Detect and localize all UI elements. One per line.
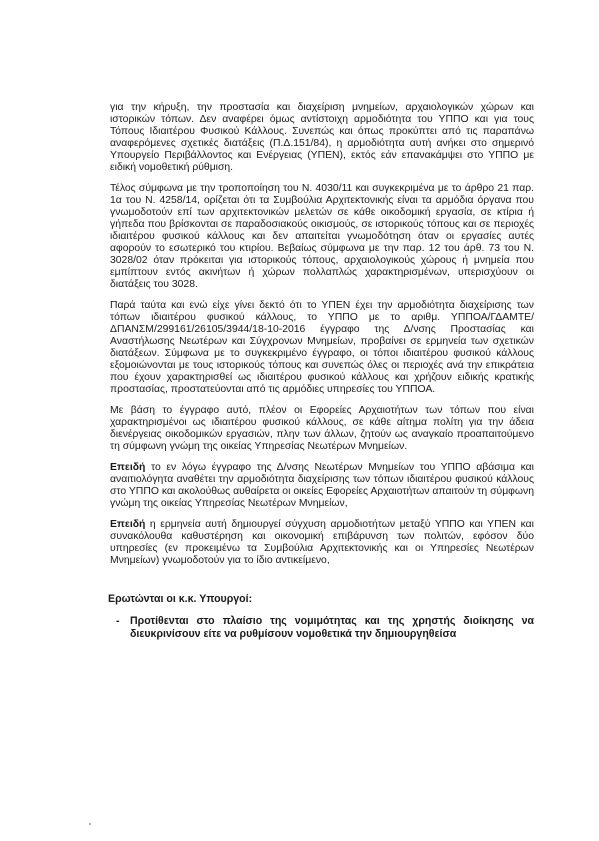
question-bullet-text: Προτίθενται στο πλαίσιο της νομιμότητας και της χρηστής διοίκησης να διευκρινίσουν είτε να ρυθμίσουν νομοθετικά την δημιουργηθείσα [130,615,534,640]
paragraph-5-bold-lead: Επειδή [110,462,146,473]
paragraph-3 [110,300,534,396]
paragraph-6-bold-lead: Επειδή [110,519,146,530]
paragraph-1 [110,102,534,174]
paragraph-4 [110,405,534,453]
paragraph-3-text: Παρά ταύτα και ενώ είχε γίνει δεκτό ότι το ΥΠΕΝ έχει την αρμοδιότητα διαχείρισης των τόπων ιδιαιτέρου φυσικού κάλλους, το ΥΠΠΟ με το αριθμ. ΥΠΠΟΑ/ΓΔΑΜΤΕ/ΔΠΑΝΣΜ/299161/26105/3944/18-10-2016 έγγραφο της Δ/νσης Προστασίας και Αναστήλωσης Νεωτέρων και Σύγχρονων Μνημείων, προβαίνει σε ερμηνεία των σχετικών διατάξεων. Σύμφωνα με το συγκεκριμένο έγγραφο, οι τόποι ιδιαιτέρου φυσικού κάλλους εξομοιώνονται με τους ιστορικούς τόπους και συνεπώς όλες οι περιοχές ανά την επικράτεια που έχουν χαρακτηρισθεί ως ιδιαιτέρου φυσικού κάλλους και χρήζουν ειδικής κρατικής προστασίας, προστατεύονται από τις αρμόδιες υπηρεσίες του ΥΠΠΟΑ. [110,300,534,395]
paragraph-2 [110,183,534,291]
question-bullet-item [116,615,534,640]
paragraph-1-text: για την κήρυξη, την προστασία και διαχείριση μνημείων, αρχαιολογικών χώρων και ιστορικών τόπων. Δεν αναφέρει όμως αντίστοιχη αρμοδιότητα του ΥΠΠΟ και για τους Τόπους Ιδιαιτέρου Φυσικού Κάλλους. Συνεπώς και όπως προκύπτει από τις παραπάνω αναφερόμενες σχετικές διατάξεις (Π.Δ.151/84), η αρμοδιότητα αυτή ανήκει στο σημερινό Υπουργείο Περιβάλλοντος και Ενέργειας (ΥΠΕΝ), εκτός εάν επανακάμψει στο ΥΠΠΟ με ειδική νομοθετική ρύθμιση. [110,102,534,173]
bullet-dash-marker: - [116,615,120,627]
paragraph-2-text: Τέλος σύμφωνα με την τροποποίηση του Ν. 4030/11 και συγκεκριμένα με το άρθρο 21 παρ. 1α του Ν. 4258/14, ορίζεται ότι τα Συμβούλια Αρχιτεκτονικής είναι τα αρμόδια όργανα που γνωμοδοτούν επί των αρχιτεκτονικών μελετών σε κάθε οικοδομική εργασία, σε κτίρια ή γήπεδα που βρίσκονται σε παραδοσιακούς οικισμούς, σε ιστορικούς τόπους και σε περιοχές ιδιαιτέρου φυσικού κάλλους και δεν απαιτείται γνωμοδότηση όταν οι εργασίες αυτές αφορούν το εσωτερικό του κτιρίου. Βεβαίως σύμφωνα με την παρ. 12 του άρθ. 73 του Ν. 3028/02 όταν πρόκειται για ιστορικούς τόπους, αρχαιολογικούς χώρους ή μνημεία που εμπίπτουν εντός ακινήτων ή χώρων πολλαπλώς χαρακτηρισμένων, υπερισχύουν οι διατάξεις του 3028. [110,183,534,290]
paragraph-4-text: Με βάση το έγγραφο αυτό, πλέον οι Εφορείες Αρχαιοτήτων των τόπων που είναι χαρακτηρισμένοι ως ιδιαιτέρου φυσικού κάλλους, σε κάθε αίτημα πολίτη για την άδεια διενέργειας οικοδομικών εργασιών, πλην των άλλων, ζητούν ως αναγκαίο προαπαιτούμενο τη σύμφωνη γνώμη της οικείας Υπηρεσίας Νεωτέρων Μνημείων. [110,405,534,452]
paragraph-5-text: το εν λόγω έγγραφο της Δ/νσης Νεωτέρων Μνημείων του ΥΠΠΟ αβάσιμα και αναιτιολόγητα αναθέτει την αρμοδιότητα διαχείρισης των τόπων ιδιαιτέρου φυσικού κάλλους στο ΥΠΠΟ και ακολούθως αυθαίρετα οι οικείες Εφορείες Αρχαιοτήτων απαιτούν τη σύμφωνη γνώμη της οικείας Υπηρεσίας Νεωτέρων Μνημείων, [110,462,534,509]
document-body [110,102,534,640]
scan-speck-mark [89,823,91,825]
questions-heading: Ερωτώνται οι κ.κ. Υπουργοί: [108,593,253,605]
paragraph-6 [110,519,534,567]
paragraph-5 [110,462,534,510]
paragraph-6-text: η ερμηνεία αυτή δημιουργεί σύγχυση αρμοδιοτήτων μεταξύ ΥΠΠΟ και ΥΠΕΝ και συνακόλουθα καθυστέρηση και οικονομική επιβάρυνση των πολιτών, εφόσον δύο υπηρεσίες (εν προκειμένω τα Συμβούλια Αρχιτεκτονικής και οι Υπηρεσίες Νεωτέρων Μνημείων) γνωμοδοτούν για το ίδιο αντικείμενο, [110,519,534,566]
